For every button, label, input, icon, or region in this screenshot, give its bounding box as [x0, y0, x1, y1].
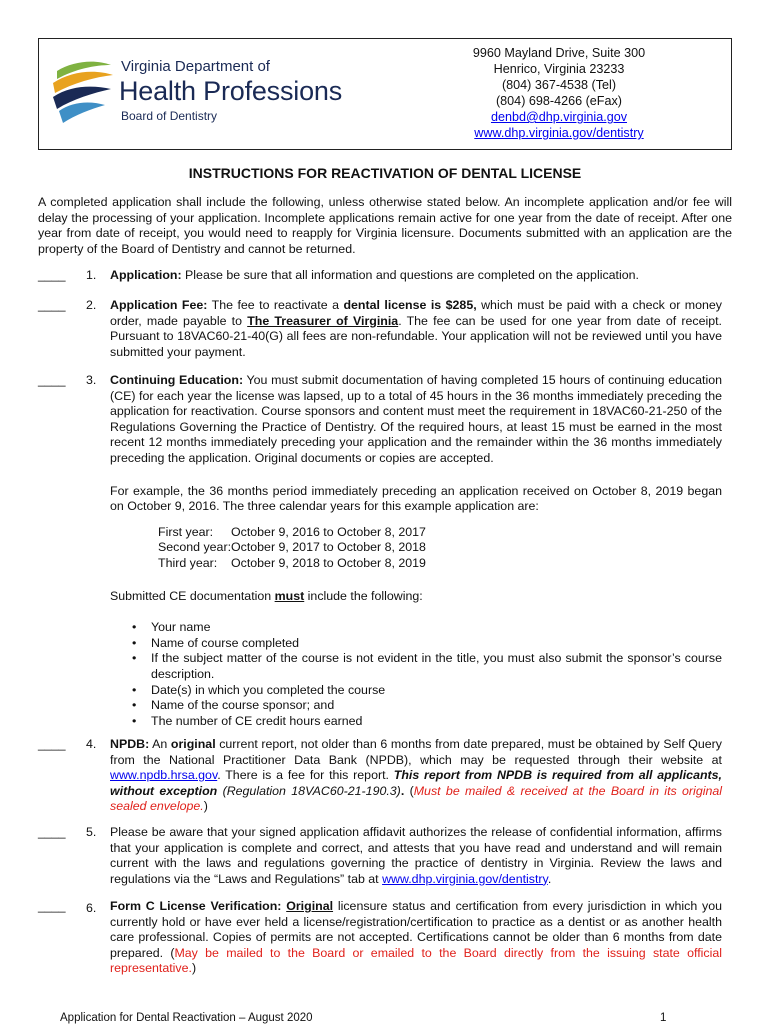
- item-text: Please be aware that your signed application affidavit authorizes the release of confidential information, affirms that your application is complete and correct, and attests that you have read and understand and will remain current with the laws and regulations governing the practice of dentistry in Virginia. Review the laws and regulations via the “Laws and Regulations” tab at: [110, 825, 722, 886]
- item-number: 6.: [86, 901, 97, 915]
- list-item: • The number of CE credit hours earned: [132, 714, 722, 730]
- laws-regulations-link[interactable]: www.dhp.virginia.gov/dentistry: [382, 871, 548, 886]
- checkoff-blank: ____: [38, 737, 66, 751]
- item-heading: Form C License Verification:: [110, 899, 282, 913]
- year-range: October 9, 2018 to October 8, 2019: [231, 555, 426, 570]
- page-number: 1: [660, 1012, 667, 1024]
- item-text: You must submit documentation of having completed 15 hours of continuing education (CE) for each year the license was lapsed, up to a total of 45 hours in the 36 months immediately preceding the application for reactivation. Course sponsors and content must meet the requirement in 18VAC60-21-250 of the Regulations Governing the Practice of Dentistry. Of the required hours, at least 15 must be earned in the most recent 12 months immediately preceding your application and the remainder within the 36 months immediately preceding the application. Original documents or copies are accepted.: [110, 373, 722, 465]
- mailing-note: May be mailed to the Board or emailed to the Board directly from the issuing state official representative.: [110, 945, 722, 976]
- item-text: licensure status and certification from every jurisdiction in which you currently hold or have ever held a license/registration/certification to practice as a dentist or as another health care professional. Copies of permits are not accepted. Certifications cannot be older than 6 months from date prepared. (: [110, 899, 722, 960]
- item-text: .: [400, 783, 405, 798]
- year-row: [158, 540, 426, 556]
- item-text: (: [404, 783, 414, 798]
- emphasis-must: must: [274, 588, 305, 603]
- year-row: [158, 556, 426, 572]
- list-item: • Name of the course sponsor; and: [132, 698, 722, 714]
- item-heading: Application Fee:: [110, 298, 208, 312]
- example-paragraph: For example, the 36 months period immediately preceding an application received on October 8, 2019 began on October 9, 2016. The three calendar years for this example application are:: [110, 483, 722, 514]
- item-heading: Application:: [110, 268, 182, 282]
- item-body: [110, 737, 722, 815]
- checkoff-blank: ____: [38, 825, 66, 839]
- item-text: . There is a fee for this report.: [217, 768, 394, 783]
- checkoff-blank: ____: [38, 373, 66, 387]
- list-item: • Your name: [132, 620, 722, 636]
- letterhead-box: [38, 38, 732, 150]
- item-text: ): [203, 799, 208, 814]
- list-item: • Name of course completed: [132, 636, 722, 652]
- logo-org-text: Virginia Department of: [121, 58, 270, 75]
- logo-board-text: Board of Dentistry: [121, 109, 218, 123]
- item-number: 4.: [86, 737, 97, 751]
- item-number: 1.: [86, 268, 97, 282]
- item-number: 2.: [86, 298, 97, 312]
- item-text: include the following:: [304, 588, 423, 603]
- year-range: October 9, 2017 to October 8, 2018: [231, 540, 426, 555]
- regulation-ref: (Regulation 18VAC60-21-190.3): [217, 783, 401, 798]
- item-body: [110, 373, 722, 729]
- item-text: An: [149, 737, 171, 751]
- item-text: Please be sure that all information and questions are completed on the application.: [181, 268, 639, 282]
- mailing-note: Must be mailed & received at the Board in its original sealed envelope.: [110, 783, 722, 814]
- item-heading: NPDB:: [110, 737, 150, 751]
- item-text: ): [191, 961, 197, 976]
- item-text: . The fee can be used for one year from date of receipt. Pursuant to 18VAC60-21-40(G) all fees are non-refundable. Your application will not be reviewed until you have submitted your payment.: [110, 313, 722, 359]
- ce-requirements-intro: [110, 589, 722, 605]
- dhp-swoosh-icon: [51, 57, 115, 127]
- ce-requirements-list: [132, 620, 722, 729]
- website-link[interactable]: www.dhp.virginia.gov/dentistry: [474, 126, 644, 140]
- item-text: .: [547, 871, 552, 886]
- calendar-years-table: [158, 525, 426, 572]
- year-label: First year:: [158, 524, 214, 539]
- checkoff-blank: ____: [38, 899, 66, 913]
- npdb-link[interactable]: www.npdb.hrsa.gov: [110, 768, 218, 783]
- item-text: current report, not older than 6 months from date prepared, must be obtained by Self Query from the National Practitioner Data Bank (NPDB), which may be requested through their website at: [110, 737, 722, 767]
- year-label: Second year:: [158, 540, 232, 555]
- item-number: 3.: [86, 373, 97, 387]
- address-line2: Henrico, Virginia 23233: [493, 62, 625, 76]
- item-body: [110, 298, 722, 360]
- fee-amount: dental license is $285,: [343, 298, 477, 312]
- payee-name: The Treasurer of Virginia: [247, 313, 399, 328]
- emphasis-original: original: [170, 737, 216, 751]
- item-body: [110, 825, 722, 887]
- page-title: INSTRUCTIONS FOR REACTIVATION OF DENTAL LICENSE: [188, 165, 582, 181]
- item-text: The fee to reactivate a: [207, 298, 344, 312]
- dhp-logo: [51, 57, 371, 133]
- item-heading: Continuing Education:: [110, 373, 244, 387]
- list-item: • If the subject matter of the course is not evident in the title, you must also submit the sponsor’s course description.: [132, 651, 722, 682]
- address-line1: 9960 Mayland Drive, Suite 300: [472, 46, 646, 60]
- footer-doc-title: Application for Dental Reactivation – August 2020: [60, 1012, 313, 1024]
- item-number: 5.: [86, 825, 97, 839]
- email-link[interactable]: denbd@dhp.virginia.gov: [490, 110, 628, 124]
- year-range: October 9, 2016 to October 8, 2017: [231, 524, 426, 539]
- checkoff-blank: ____: [38, 268, 66, 282]
- phone-tel: (804) 367-4538 (Tel): [501, 78, 617, 92]
- year-label: Third year:: [158, 555, 218, 570]
- item-body: [110, 899, 722, 977]
- intro-paragraph: A completed application shall include the following, unless otherwise stated below. An incomplete application and/or fee will delay the processing of your application. Incomplete applications remain active for one year from the date of receipt. After one year from date of receipt, you would need to reapply for Virginia licensure. Documents submitted with an application are the property of the Board of Dentistry and cannot be returned.: [38, 195, 732, 256]
- address-block: [409, 45, 709, 141]
- year-row: [158, 525, 426, 541]
- emphasis-original: Original: [286, 899, 334, 913]
- list-item: • Date(s) in which you completed the course: [132, 683, 722, 699]
- checkoff-blank: ____: [38, 298, 66, 312]
- item-text: which must be paid with a check or money order, made payable to: [110, 298, 722, 328]
- phone-efax: (804) 698-4266 (eFax): [495, 94, 622, 108]
- logo-name-text: Health Professions: [119, 76, 343, 106]
- npdb-requirement: This report from NPDB is required from all applicants, without exception: [110, 768, 722, 798]
- item-body: [110, 268, 722, 284]
- item-text: Submitted CE documentation: [110, 588, 275, 603]
